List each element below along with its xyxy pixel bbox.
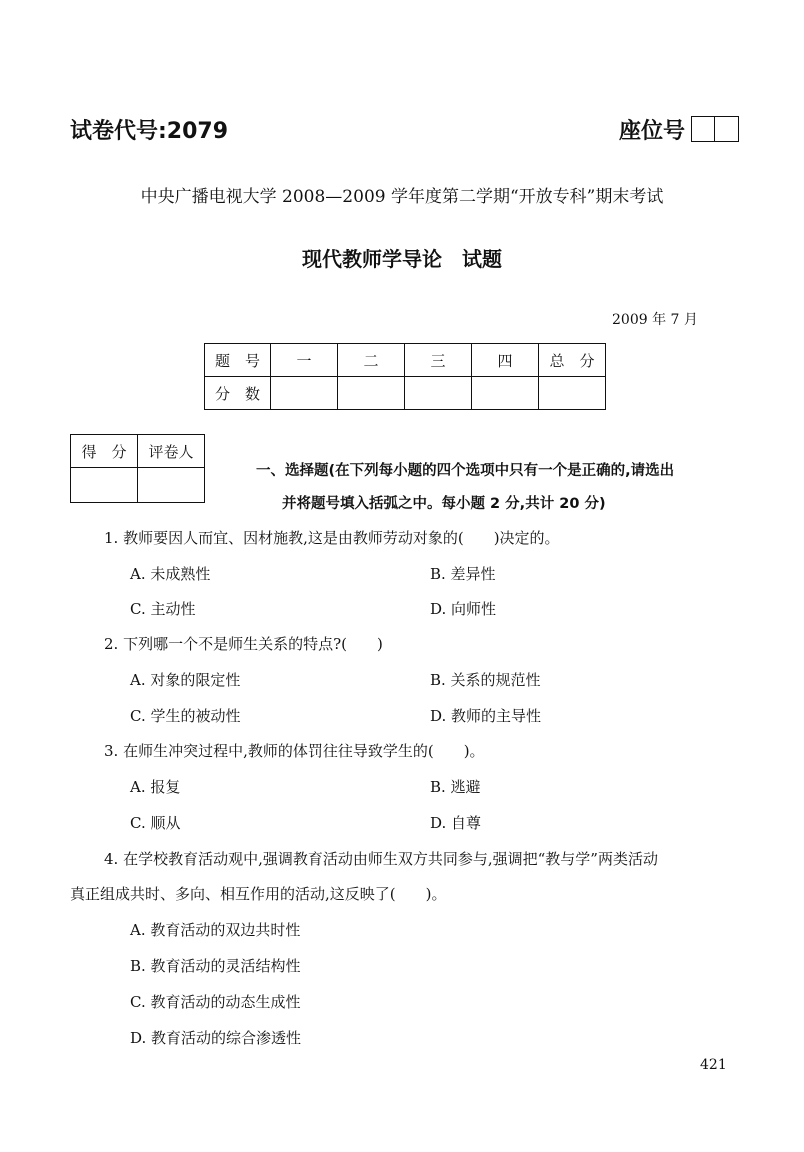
question-4-option-c: C. 教育活动的动态生成性: [130, 993, 301, 1011]
question-1-option-d: D. 向师性: [430, 600, 497, 618]
paper-code: 试卷代号:2079: [70, 119, 229, 144]
score-table-score-row: [205, 377, 606, 410]
score-entry-cell[interactable]: [539, 377, 606, 410]
score-entry-cell[interactable]: [338, 377, 405, 410]
question-2-option-d: D. 教师的主导性: [430, 707, 542, 725]
section-title-continued: 并将题号填入括弧之中。每小题 2 分,共计 20 分): [282, 496, 606, 512]
score-table-cell: 一: [271, 344, 338, 377]
question-3-option-b: B. 逃避: [430, 778, 481, 796]
seat-number-boxes: [691, 116, 739, 142]
section-title: 一、选择题(在下列每小题的四个选项中只有一个是正确的,请选出: [256, 463, 675, 479]
question-4-continued: 真正组成共时、多向、相互作用的活动,这反映了( )。: [70, 885, 447, 903]
grader-score-entry-cell[interactable]: [71, 468, 138, 503]
score-table-cell: 四: [472, 344, 539, 377]
seat-number-box[interactable]: [691, 116, 715, 142]
question-1-option-c: C. 主动性: [130, 600, 196, 618]
exam-date: 2009 年 7 月: [612, 312, 698, 328]
grader-name-entry-cell[interactable]: [138, 468, 205, 503]
score-table-header-row: [205, 344, 606, 377]
score-table-cell: 总 分: [539, 344, 606, 377]
question-2-option-a: A. 对象的限定性: [130, 671, 241, 689]
question-3: 3. 在师生冲突过程中,教师的体罚往往导致学生的( )。: [104, 742, 485, 760]
question-1: 1. 教师要因人而宜、因材施教,这是由教师劳动对象的( )决定的。: [104, 529, 560, 547]
page-number: 421: [700, 1057, 727, 1073]
question-3-option-d: D. 自尊: [430, 814, 482, 832]
question-3-option-c: C. 顺从: [130, 814, 181, 832]
score-entry-cell[interactable]: [472, 377, 539, 410]
question-2-option-b: B. 关系的规范性: [430, 671, 541, 689]
grader-table-header-row: [71, 435, 205, 468]
score-entry-cell[interactable]: [271, 377, 338, 410]
seat-number-label: 座位号: [619, 119, 686, 144]
score-table-cell: 分 数: [205, 377, 271, 410]
question-1-option-a: A. 未成熟性: [130, 565, 211, 583]
grader-table-entry-row: [71, 468, 205, 503]
score-table-cell: 二: [338, 344, 405, 377]
grader-table: [70, 434, 205, 503]
grader-table-cell: 评卷人: [138, 435, 205, 468]
exam-title: 现代教师学导论 试题: [302, 247, 502, 271]
grader-table-cell: 得 分: [71, 435, 138, 468]
exam-header: 中央广播电视大学 2008—2009 学年度第二学期“开放专科”期末考试: [140, 187, 664, 207]
seat-number-box[interactable]: [715, 116, 739, 142]
score-table: [204, 343, 606, 410]
score-table-cell: 三: [405, 344, 472, 377]
question-1-option-b: B. 差异性: [430, 565, 496, 583]
question-2-option-c: C. 学生的被动性: [130, 707, 241, 725]
question-4-option-b: B. 教育活动的灵活结构性: [130, 957, 301, 975]
score-entry-cell[interactable]: [405, 377, 472, 410]
question-4-option-d: D. 教育活动的综合渗透性: [130, 1029, 302, 1047]
question-3-option-a: A. 报复: [130, 778, 181, 796]
question-4: 4. 在学校教育活动观中,强调教育活动由师生双方共同参与,强调把“教与学”两类活动: [104, 850, 658, 868]
question-4-option-a: A. 教育活动的双边共时性: [130, 921, 301, 939]
score-table-cell: 题 号: [205, 344, 271, 377]
question-2: 2. 下列哪一个不是师生关系的特点?( ): [104, 635, 383, 653]
